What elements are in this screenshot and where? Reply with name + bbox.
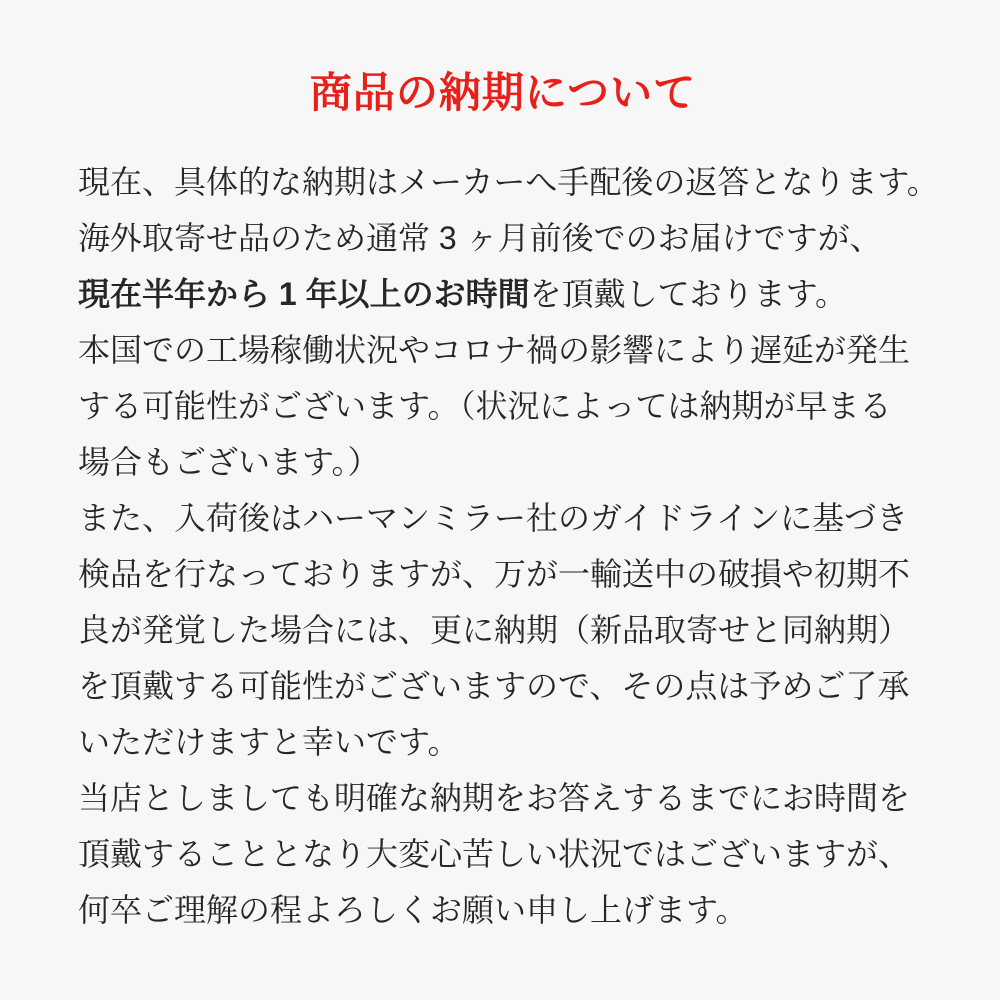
body-line [78, 322, 928, 378]
body-line [78, 210, 928, 266]
line-text: 良が発覚した場合には、更に納期（新品取寄せと同納期） [78, 612, 911, 648]
line-text: する可能性がございます。（状況によっては納期が早まる [78, 388, 892, 424]
line-text: 現在、具体的な納期はメーカーへ手配後の返答となります。 [78, 164, 939, 200]
notice-body [78, 154, 939, 938]
line-text: 場合もございます。） [78, 444, 380, 480]
line-text: 何卒ご理解の程よろしくお願い申し上げます。 [78, 892, 748, 928]
line-text: を頂戴する可能性がございますので、その点は予めご了承 [78, 668, 910, 704]
line-text: 当店としましても明確な納期をお答えするまでにお時間を [78, 780, 911, 816]
body-line [78, 378, 928, 434]
line-text: を頂戴しております。 [529, 276, 848, 312]
line-text-bold: 現在半年から 1 年以上のお時間 [78, 276, 530, 312]
body-line [78, 882, 928, 938]
body-line [78, 434, 928, 490]
body-line [78, 602, 928, 658]
line-text: また、入荷後はハーマンミラー社のガイドラインに基づき [78, 500, 909, 536]
line-text: 頂戴することとなり大変心苦しい状況ではございますが、 [78, 836, 911, 872]
body-line [78, 826, 928, 882]
line-text: 海外取寄せ品のため通常 3 ヶ月前後でのお届けですが、 [78, 220, 882, 256]
body-line [78, 546, 928, 602]
line-text: 本国での工場稼働状況やコロナ禍の影響により遅延が発生 [78, 332, 911, 368]
body-line [78, 714, 928, 770]
line-text: 検品を行なっておりますが、万が一輸送中の破損や初期不 [78, 556, 911, 592]
body-line [78, 266, 928, 322]
line-text: いただけますと幸いです。 [78, 724, 460, 760]
body-line [78, 154, 939, 210]
body-line [78, 490, 928, 546]
body-line [78, 770, 928, 826]
body-line [78, 658, 928, 714]
page-title: 商品の納期について [309, 69, 697, 116]
